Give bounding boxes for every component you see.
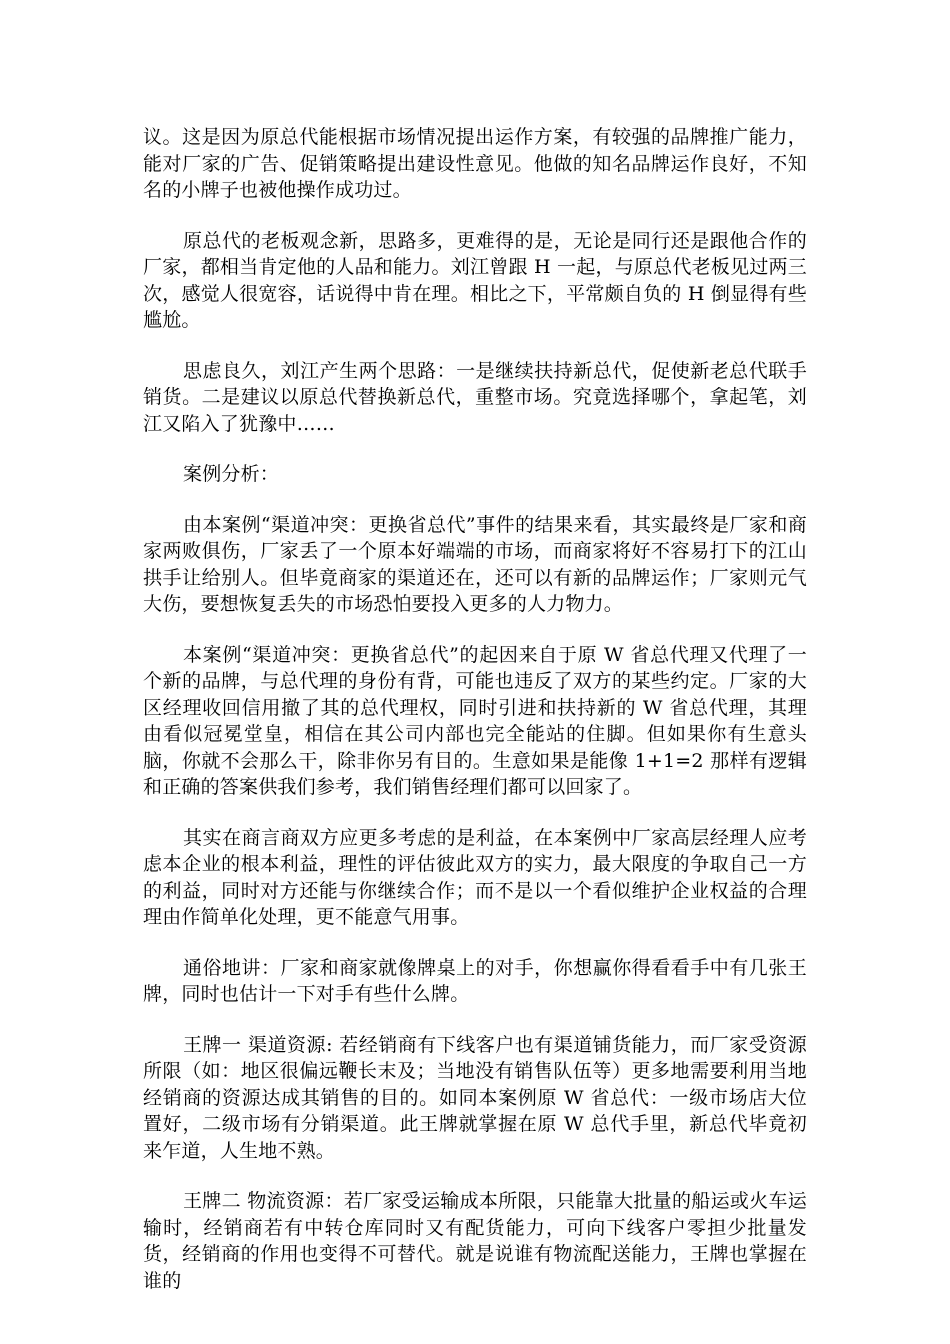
paragraph-cause-analysis: 本案例“渠道冲突：更换省总代”的起因来自于原 W 省总代理又代理了一个新的品牌，与总代理的身份有背，可能也违反了双方的某些约定。厂家的大区经理收回信用撤了其的总代理权，同时引进和扶持新的 W 省总代理，其理由看似冠冕堂皇，相信在其公司内部也完全能站的住脚。但如果你有生意头脑，你就不会那么干，除非你另有目的。生意如果是能像 1+1=2 那样有逻辑和正确的答案供我们参考，我们销售经理们都可以回家了。 <box>143 643 807 798</box>
paragraph-card-table-analogy: 通俗地讲：厂家和商家就像牌桌上的对手，你想赢你得看看手中有几张王牌，同时也估计一下对手有些什么牌。 <box>143 956 807 1005</box>
paragraph-trump-card-one: 王牌一 渠道资源: 若经销商有下线客户也有渠道铺货能力，而厂家受资源所限（如：地区很偏远鞭长末及；当地没有销售队伍等）更多地需要利用当地经销商的资源达成其销售的目的。如同本案例原 W 省总代：一级市场店大位置好，二级市场有分销渠道。此王牌就掌握在原 W 总代手里，新总代毕竟初来乍道，人生地不熟。 <box>143 1033 807 1162</box>
paragraph-two-options: 思虑良久，刘江产生两个思路：一是继续扶持新总代，促使新老总代联手销货。二是建议以原总代替换新总代，重整市场。究竟选择哪个，拿起笔，刘江又陷入了犹豫中…… <box>143 359 807 435</box>
paragraph-result-analysis: 由本案例“渠道冲突：更换省总代”事件的结果来看，其实最终是厂家和商家两败俱伤，厂家丢了一个原本好端端的市场，而商家将好不容易打下的江山拱手让给别人。但毕竟商家的渠道还在，还可以有新的品牌运作；厂家则元气大伤，要想恢复丢失的市场恐怕要投入更多的人力物力。 <box>143 513 807 615</box>
paragraph-business-interest: 其实在商言商双方应更多考虑的是利益，在本案例中厂家高层经理人应考虑本企业的根本利益，理性的评估彼此双方的实力，最大限度的争取自己一方的利益，同时对方还能与你继续合作；而不是以一个看似维护企业权益的合理理由作简单化处理，更不能意气用事。 <box>143 826 807 928</box>
document-body <box>143 124 807 1318</box>
paragraph-continuation: 议。这是因为原总代能根据市场情况提出运作方案，有较强的品牌推广能力，能对厂家的广告、促销策略提出建设性意见。他做的知名品牌运作良好，不知名的小牌子也被他操作成功过。 <box>143 126 807 201</box>
paragraph-trump-card-two: 王牌二 物流资源：若厂家受运输成本所限，只能靠大批量的船运或火车运输时，经销商若有中转仓库同时又有配货能力，可向下线客户零担少批量发货，经销商的作用也变得不可替代。就是说谁有物流配送能力，王牌也掌握在谁的 <box>143 1190 807 1292</box>
paragraph-case-analysis-heading: 案例分析： <box>183 463 280 485</box>
paragraph-former-agent-boss: 原总代的老板观念新，思路多，更难得的是，无论是同行还是跟他合作的厂家，都相当肯定他的人品和能力。刘江曾跟 H 一起，与原总代老板见过两三次，感觉人很宽容，话说得中肯在理。相比之下，平常颇自负的 H 倒显得有些尴尬。 <box>143 229 807 331</box>
